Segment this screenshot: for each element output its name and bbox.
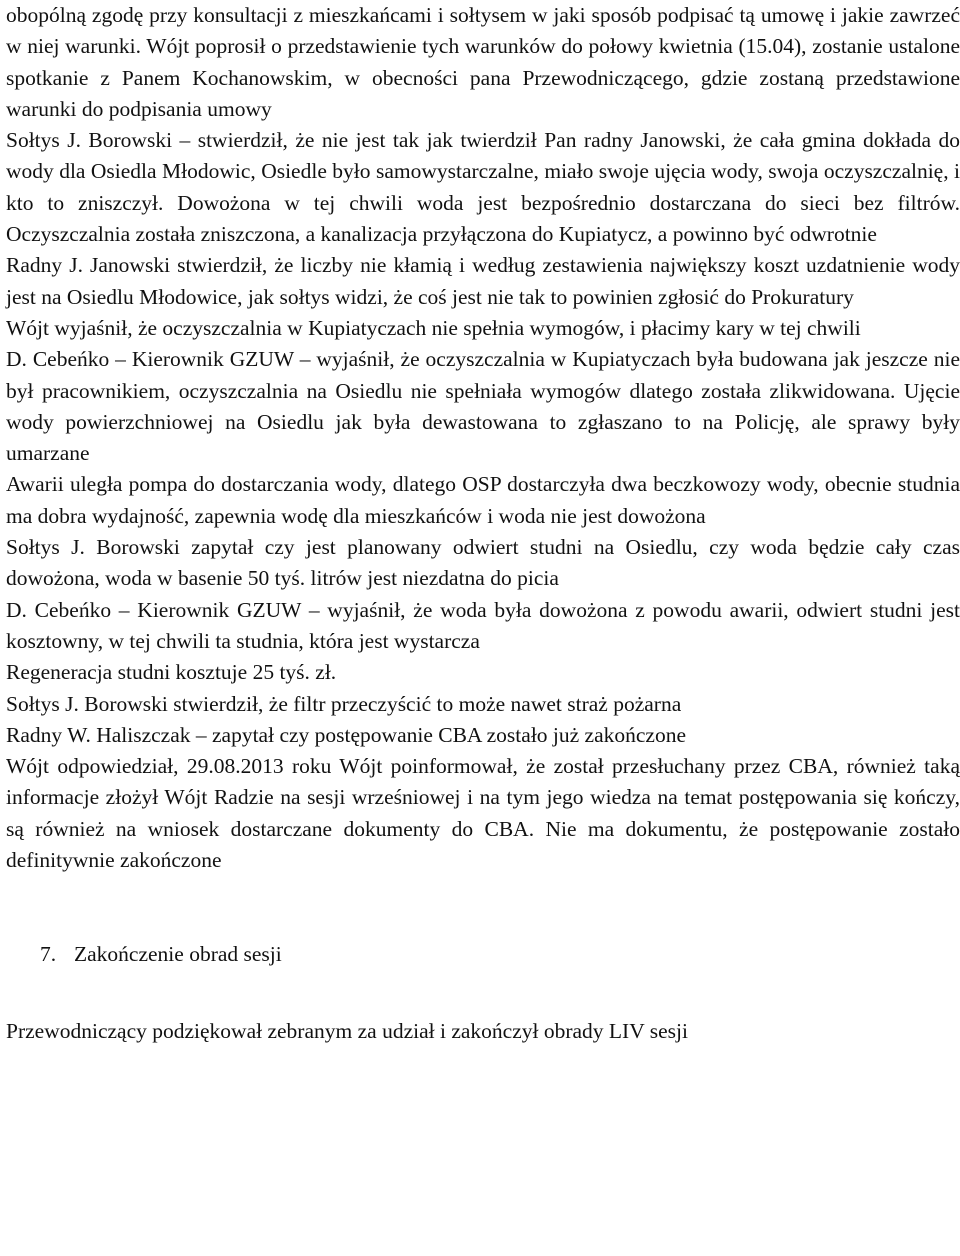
closing-paragraph: Przewodniczący podziękował zebranym za udział i zakończył obrady LIV sesji (6, 1018, 688, 1043)
vertical-gap (6, 876, 960, 939)
agenda-item-title: Zakończenie obrad sesji (74, 942, 282, 967)
paragraph-continuation: obopólną zgodę przy konsultacji z mieszkańcami i sołtysem w jaki sposób podpisać tą umowę i jakie zawrzeć w niej warunki. Wójt poprosił o przedstawienie tych warunków do połowy kwietnia (15.04), zostanie ustalone spotkanie z Panem Kochanowskim, w obecności pana Przewodniczącego, gdzie zostaną przedstawione warunki do podpisania umowy (6, 3, 960, 121)
paragraph-cebenko-1: D. Cebeńko – Kierownik GZUW – wyjaśnił, że oczyszczalnia w Kupiatyczach była budowana jak jeszcze nie był pracownikiem, oczyszczalnia na Osiedlu nie spełniała wymogów dlatego została zlikwidowana. Ujęcie wody powierzchniowej na Osiedlu jak była dewastowana to zgłaszano to na Policję, ale sprawy były umarzane (6, 347, 960, 466)
paragraph-radny-haliszczak: Radny W. Haliszczak – zapytał czy postępowanie CBA zostało już zakończone (6, 722, 687, 747)
paragraph-wojt-1: Wójt wyjaśnił, że oczyszczalnia w Kupiatyczach nie spełnia wymogów, i płacimy kary w tej chwili (6, 315, 861, 340)
paragraph-wojt-2: Wójt odpowiedział, 29.08.2013 roku Wójt poinformował, że został przesłuchany przez CBA, również taką informacje złożył Wójt Radzie na sesji wrześniowej i na tym jego wiedza na temat postępowania się kończy, są również na wniosek dostarczane dokumenty do CBA. Nie ma dokumentu, że postępowanie zostało definitywnie zakończone (6, 754, 960, 873)
paragraph-cebenko-2: D. Cebeńko – Kierownik GZUW – wyjaśnił, że woda była dowożona z powodu awarii, odwiert studni jest kosztowny, w tej chwili ta studnia, która jest wystarcza (6, 597, 960, 653)
paragraph-awaria: Awarii uległa pompa do dostarczania wody, dlatego OSP dostarczyła dwa beczkowozy wody, obecnie studnia ma dobra wydajność, zapewnia wodę dla mieszkańców i woda nie jest dowożona (6, 472, 960, 528)
paragraph-soltys-borowski-3: Sołtys J. Borowski stwierdził, że filtr przeczyścić to może nawet straż pożarna (6, 691, 682, 716)
paragraph-radny-janowski: Radny J. Janowski stwierdził, że liczby nie kłamią i według zestawienia największy koszt uzdatnienie wody jest na Osiedlu Młodowice, jak sołtys widzi, że coś jest nie tak to powinien zgłosić do Prokuratury (6, 253, 960, 309)
agenda-item (6, 939, 960, 970)
document-page (6, 0, 960, 1047)
paragraph-soltys-borowski-1: Sołtys J. Borowski – stwierdził, że nie jest tak jak twierdził Pan radny Janowski, że cała gmina dokłada do wody dla Osiedla Młodowic, Osiedle było samowystarczalne, miało swoje ujęcia wody, swoja oczyszczalnię, i kto to zniszczył. Dowożona w tej chwili woda jest bezpośrednio dostarczana do sieci bez filtrów. Oczyszczalnia została zniszczona, a kanalizacja przyłączona do Kupiatycz, a powinno być odwrotnie (6, 128, 960, 247)
paragraph-regeneracja: Regeneracja studni kosztuje 25 tyś. zł. (6, 660, 337, 685)
vertical-gap (6, 971, 960, 1016)
paragraph-soltys-borowski-2: Sołtys J. Borowski zapytał czy jest planowany odwiert studni na Osiedlu, czy woda będzie cały czas dowożona, woda w basenie 50 tyś. litrów jest niezdatna do picia (6, 535, 960, 591)
agenda-item-number: 7. (40, 942, 57, 967)
